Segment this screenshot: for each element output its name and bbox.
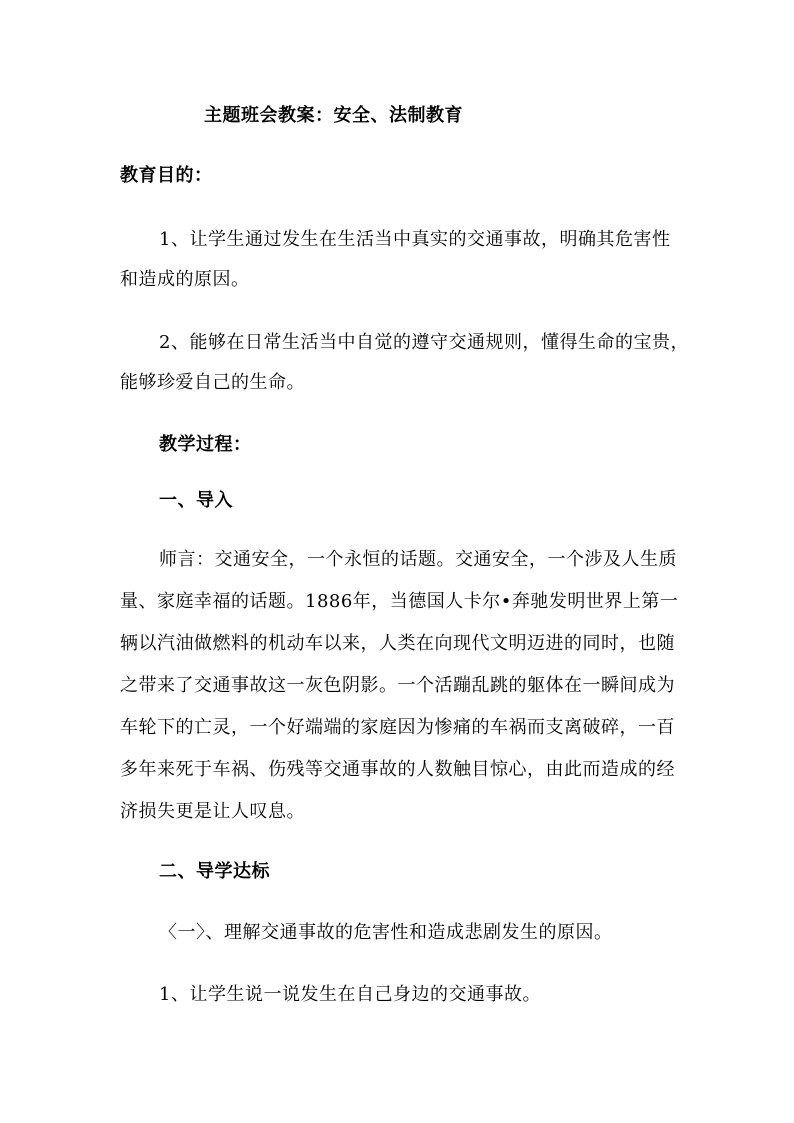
- goal-1-line-1: 1、让学生通过发生在生活当中真实的交通事故，明确其危害性: [159, 229, 671, 250]
- intro-paragraph-line: 之带来了交通事故这一灰色阴影。一个活蹦乱跳的躯体在一瞬间成为: [120, 675, 675, 696]
- goal-1-line-2: 和造成的原因。: [120, 269, 250, 290]
- goal-2-line-2: 能够珍爱自己的生命。: [120, 372, 305, 393]
- section-1-heading: 一、导入: [159, 490, 233, 511]
- step-1: 1、让学生说一说发生在自己身边的交通事故。: [159, 984, 541, 1005]
- intro-paragraph-line: 济损失更是让人叹息。: [120, 801, 305, 822]
- intro-paragraph-line: 量、家庭幸福的话题。1886年，当德国人卡尔•奔驰发明世界上第一: [120, 591, 679, 612]
- intro-paragraph-line: 多年来死于车祸、伤残等交通事故的人数触目惊心，由此而造成的经: [120, 759, 675, 780]
- intro-paragraph-line: 师言：交通安全，一个永恒的话题。交通安全，一个涉及人生质: [159, 549, 677, 570]
- intro-paragraph-line: 车轮下的亡灵，一个好端端的家庭因为惨痛的车祸而支离破碎，一百: [120, 717, 675, 738]
- goal-2-line-1: 2、能够在日常生活当中自觉的遵守交通规则，懂得生命的宝贵，: [159, 332, 689, 353]
- section-2-heading: 二、导学达标: [159, 861, 270, 882]
- subsection-1: 〈一〉、理解交通事故的危害性和造成悲剧发生的原因。: [159, 922, 613, 943]
- goals-heading: 教育目的：: [120, 165, 213, 186]
- intro-paragraph-line: 辆以汽油做燃料的机动车以来，人类在向现代文明迈进的同时，也随: [120, 633, 675, 654]
- document-title: 主题班会教案：安全、法制教育: [204, 105, 463, 126]
- process-heading: 教学过程：: [159, 434, 252, 455]
